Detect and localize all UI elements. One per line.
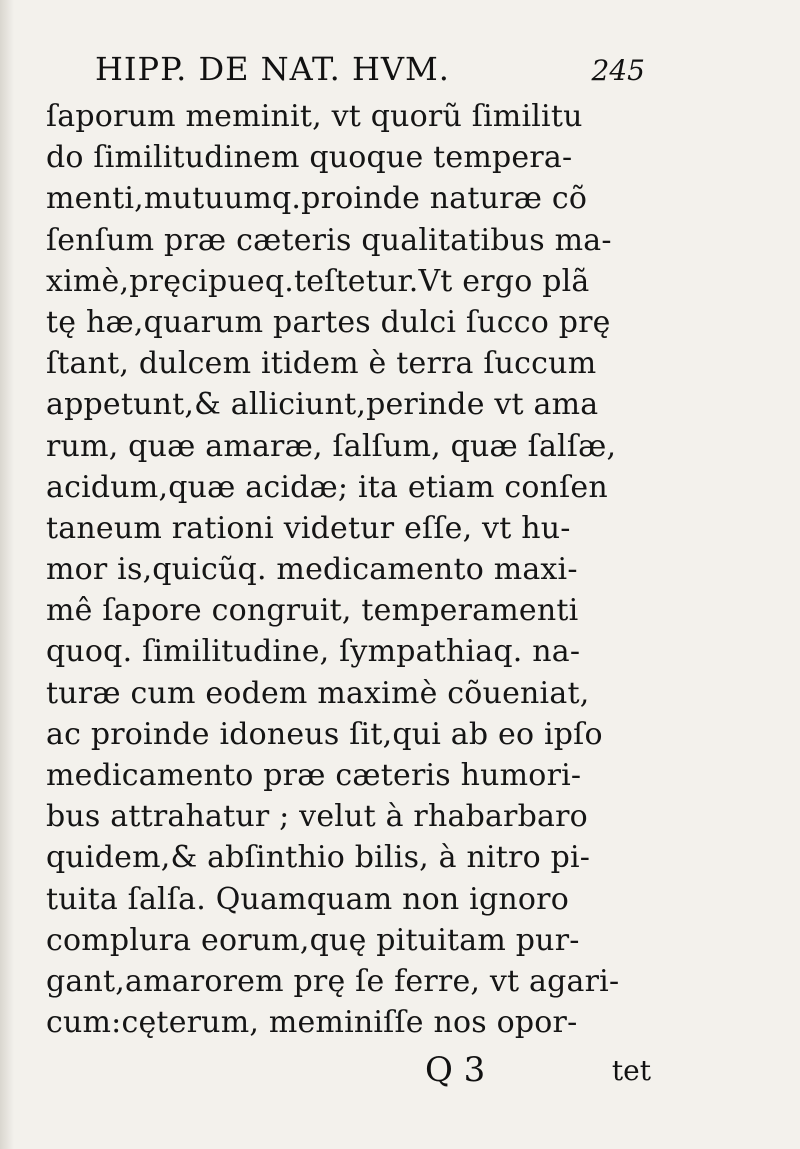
gutter-shadow — [0, 0, 14, 1149]
text-line: do ſimilitudinem quoque tempera- — [46, 140, 573, 176]
text-line: mor is,quicũq. medicamento maxi- — [46, 552, 578, 588]
text-line: ſtant, dulcem itidem è terra ſuccum — [46, 346, 597, 382]
page-footer — [95, 1050, 655, 1100]
text-line: tę hæ,quarum partes dulci ſucco prę — [46, 304, 611, 340]
text-line: gant,amarorem prę ſe ferre, vt agari- — [46, 963, 620, 999]
text-line: taneum rationi videtur eſſe, vt hu- — [46, 510, 571, 546]
text-line: appetunt,& alliciunt,perinde vt ama — [46, 387, 599, 423]
body-text — [46, 96, 646, 1043]
text-line: quoq. ſimilitudine, ſympathiaq. na- — [46, 634, 581, 670]
text-line: ac proinde idoneus ſit,qui ab eo ipſo — [46, 716, 603, 752]
text-line: complura eorum,quę pituitam pur- — [46, 922, 580, 958]
text-line: menti,mutuumq.proinde naturæ cõ — [46, 181, 588, 217]
text-line: ximè,pręcipueq.teſtetur.Vt ergo plã — [46, 263, 590, 299]
signature-mark: Q 3 — [425, 1050, 486, 1090]
text-line: medicamento præ cæteris humori- — [46, 758, 582, 793]
running-title: HIPP. DE NAT. HVM. — [95, 50, 450, 88]
text-line: mê ſapore congruit, temperamenti — [46, 593, 579, 629]
text-line: cum:cęterum, meminiſſe nos opor- — [46, 1005, 578, 1041]
text-line: bus attrahatur ; velut à rhabarbaro — [46, 799, 588, 835]
page-number: 245 — [591, 54, 645, 87]
page-header — [95, 50, 655, 96]
text-line: ſenſum præ cæteris qualitatibus ma- — [46, 222, 612, 258]
text-line: quidem,& abſinthio bilis, à nitro pi- — [46, 840, 591, 876]
text-line: rum, quæ amaræ, ſalſum, quæ ſalſæ, — [46, 428, 617, 464]
text-line: ſaporum meminit, vt quorũ ſimilitu — [46, 99, 583, 134]
text-line: tuita ſalſa. Quamquam non ignoro — [46, 881, 569, 917]
catchword: tet — [611, 1054, 651, 1087]
text-line: acidum,quæ acidæ; ita etiam conſen — [46, 469, 608, 505]
text-line: turæ cum eodem maximè cõueniat, — [46, 675, 590, 711]
